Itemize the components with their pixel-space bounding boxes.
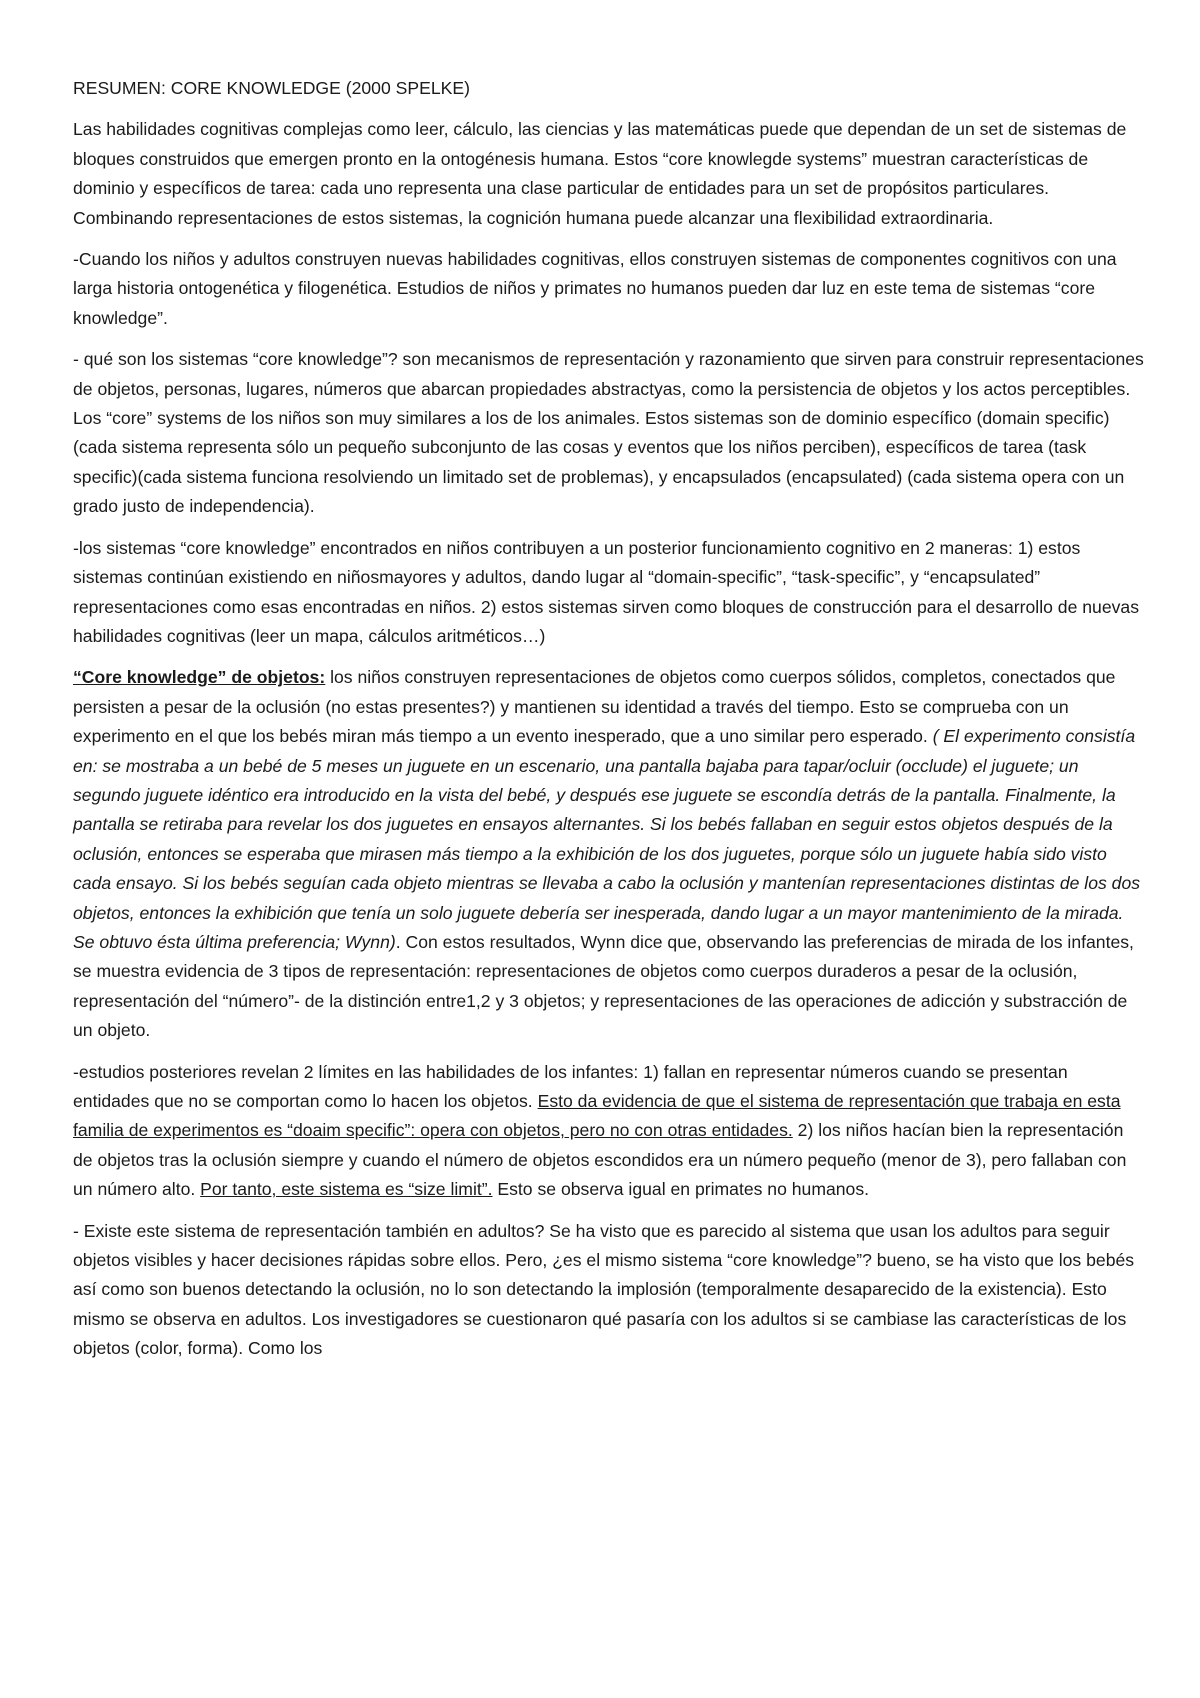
section-heading-objects: “Core knowledge” de objetos: (73, 667, 326, 688)
experiment-description: ( El experimento consistía en: se mostraba a un bebé de 5 meses un juguete en un escenario, una pantalla bajaba para tapar/ocluir (occlude) el juguete; un segundo juguete idéntico era introducido en la vista del bebé, y después ese juguete se escondía detrás de la pantalla. Finalmente, la pantalla se retiraba para revelar los dos juguetes en ensayos alternantes. Si los bebés fallaban en seguir estos objetos después de la oclusión, entonces se esperaba que mirasen más tiempo a la exhibición de los dos juguetes, porque sólo un juguete había sido visto cada ensayo. Si los bebés seguían cada objeto mientras se llevaba a cabo la oclusión y mantenían representaciones distintas de los dos objetos, entonces la exhibición que tenía un solo juguete debería ser inesperada, dando lugar a un mayor mantenimiento de la mirada. Se obtuvo ésta última preferencia; Wynn) (73, 726, 1141, 952)
limits-text-a: -estudios posteriores revelan 2 límites en las habilidades de los infantes: 1) fallan en representar números cuando se presentan entidades que no se comportan como lo hacen los objetos. (73, 1061, 1068, 1111)
paragraph-intro: Las habilidades cognitivas complejas como leer, cálculo, las ciencias y las matemáticas puede que dependan de un set de sistemas de bloques construidos que emergen pronto en la ontogénesis humana. Estos “core knowlegde systems” muestran características de dominio y específicos de tarea: cada uno representa una clase particular de entidades para un set de propósitos particulares. Combinando representaciones de estos sistemas, la cognición humana puede alcanzar una flexibilidad extraordinaria. (73, 119, 1127, 228)
paragraph-contribution: -los sistemas “core knowledge” encontrados en niños contribuyen a un posterior funcionamiento cognitivo en 2 maneras: 1) estos sistemas continúan existiendo en niñosmayores y adultos, dando lugar al “domain-specific”, “task-specific”, y “encapsulated” representaciones como esas encontradas en niños. 2) estos sistemas sirven como bloques de construcción para el desarrollo de nuevas habilidades cognitivas (leer un mapa, cálculos aritméticos…) (73, 537, 1139, 646)
objects-text-a: los niños construyen representaciones de objetos como cuerpos sólidos, completos, conectados que persisten a pesar de la oclusión (no estas presentes?) y mantienen su identidad a través del tiempo. Esto se comprueba con un experimento en el que los bebés miran más tiempo a un evento inesperado, que a uno similar pero esperado. (73, 667, 1116, 747)
paragraph-adults: - Existe este sistema de representación también en adultos? Se ha visto que es parecido al sistema que usan los adultos para seguir objetos visibles y hacer decisiones rápidas sobre ellos. Pero, ¿es el mismo sistema “core knowledge”? bueno, se ha visto que los bebés así como son buenos detectando la oclusión, no lo son detectando la implosión (temporalmente desaparecido de la existencia). Esto mismo se observa en adultos. Los investigadores se cuestionaron qué pasaría con los adultos si se cambiase las características de los objetos (color, forma). Como los (73, 1220, 1135, 1359)
paragraph-core-knowledge-objects (73, 663, 1144, 1045)
document-title: RESUMEN: CORE KNOWLEDGE (2000 SPELKE) (73, 78, 470, 98)
paragraph-what-are-core-systems: - qué son los sistemas “core knowledge”? son mecanismos de representación y razonamiento que sirven para construir representaciones de objetos, personas, lugares, números que abarcan propiedades abstractyas, como la persistencia de objetos y los actos perceptibles. Los “core” systems de los niños son muy similares a los de los animales. Estos sistemas son de dominio específico (domain specific)(cada sistema representa sólo un pequeño subconjunto de las cosas y eventos que los niños perciben), específicos de tarea (task specific)(cada sistema funciona resolviendo un limitado set de problemas), y encapsulados (encapsulated) (cada sistema opera con un grado justo de independencia). (73, 349, 1144, 517)
limits-text-b: 2) los niños hacían bien la representación de objetos tras la oclusión siempre y cuando el número de objetos escondidos era un número pequeño (menor de 3), pero fallaban con un número alto. (73, 1120, 1127, 1200)
objects-text-b: . Con estos resultados, Wynn dice que, observando las preferencias de mirada de los infantes, se muestra evidencia de 3 tipos de representación: representaciones de objetos como cuerpos duraderos a pesar de la oclusión, representación del “número”- de la distinción entre1,2 y 3 objetos; y representaciones de las operaciones de adicción y substracción de un objeto. (73, 931, 1134, 1041)
limits-text-c: Esto se observa igual en primates no humanos. (492, 1179, 870, 1200)
paragraph-ontogenetic: -Cuando los niños y adultos construyen nuevas habilidades cognitivas, ellos construyen sistemas de componentes cognitivos con una larga historia ontogenética y filogenética. Estudios de niños y primates no humanos pueden dar luz en este tema de sistemas “core knowledge”. (73, 249, 1117, 328)
paragraph-limits (73, 1058, 1144, 1205)
limits-underline-b: Por tanto, este sistema es “size limit”. (200, 1179, 493, 1200)
limits-underline-a: Esto da evidencia de que el sistema de representación que trabaja en esta familia de experimentos es “doaim specific”: opera con objetos, pero no con otras entidades. (73, 1091, 1121, 1141)
